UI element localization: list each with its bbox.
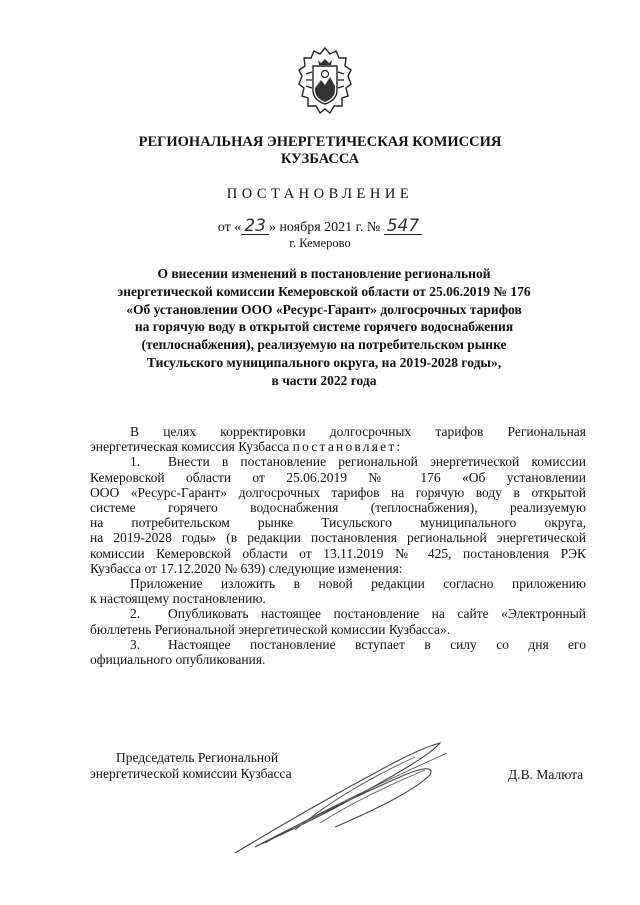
document-title xyxy=(90,265,558,390)
date-month-year: » ноября 2021 г. № xyxy=(268,220,381,235)
document-type: ПОСТАНОВЛЕНИЕ xyxy=(226,186,414,202)
signatory-title-line2: энергетической комиссии Кузбасса xyxy=(90,766,292,781)
date-prefix: от « xyxy=(217,220,242,235)
body-text: Настоящее постановление вступает в силу со дня его xyxy=(168,636,586,652)
city: г. Кемерово xyxy=(289,236,351,250)
body-line: системе горячего водоснабжения (теплоснабжения), реализуемую xyxy=(90,500,586,516)
organization-name-line2: КУЗБАССА xyxy=(280,151,360,167)
body-line: официального опубликования. xyxy=(90,652,266,668)
decree-word: постановляет: xyxy=(292,439,403,455)
body-line: Кемеровской области от 25.06.2019 № 176 «Об установлении xyxy=(90,469,586,485)
item-number: 1. xyxy=(130,454,141,470)
title-line: энергетической комиссии Кемеровской области от 25.06.2019 № 176 xyxy=(117,283,531,299)
kuzbass-coat-of-arms-icon xyxy=(296,46,354,116)
body-line: на потребительском рынке Тисульского муниципального округа, xyxy=(90,515,586,531)
body-line: Приложение изложить в новой редакции согласно приложению xyxy=(130,576,586,592)
document-body xyxy=(90,424,586,667)
item-number: 2. xyxy=(130,606,141,622)
signatory-title xyxy=(90,750,292,782)
title-line: на горячую воду в открытой системе горячего водоснабжения xyxy=(134,319,514,335)
body-line xyxy=(90,439,586,454)
body-line: В целях корректировки долгосрочных тарифов Региональная xyxy=(130,424,586,439)
title-line: Тисульского муниципального округа, на 2019-2028 годы», xyxy=(146,354,502,370)
body-line: на 2019-2028 годы» (в редакции постановления региональной энергетической xyxy=(90,530,586,546)
body-line xyxy=(90,637,586,652)
body-line: бюллетень Региональной энергетической комиссии Кузбасса». xyxy=(90,621,451,637)
title-line: в части 2022 года xyxy=(271,372,377,388)
body-text: энергетическая комиссия Кузбасса xyxy=(90,439,290,455)
body-text: Внести в постановление региональной энергетической комиссии xyxy=(168,454,586,470)
body-line: к настоящему постановлению. xyxy=(90,591,266,607)
item-number: 3. xyxy=(130,636,141,652)
body-line: Кузбасса от 17.12.2020 № 639) следующие изменения: xyxy=(90,560,403,576)
title-line: О внесении изменений в постановление региональной xyxy=(157,266,491,281)
title-line: (теплоснабжения), реализуемую на потребительском рынке xyxy=(141,337,507,353)
body-line xyxy=(90,606,586,621)
document-number: 547 xyxy=(384,219,422,235)
date-day: 23 xyxy=(241,219,269,235)
signatory-name: Д.В. Малюта xyxy=(508,767,584,782)
body-text: Опубликовать настоящее постановление на сайте «Электронный xyxy=(168,606,586,622)
body-line xyxy=(90,454,586,469)
body-line: ООО «Ресурс-Гарант» долгосрочных тарифов на горячую воду в открытой xyxy=(90,484,586,500)
signatory-title-line1: Председатель Региональной xyxy=(116,750,279,765)
body-line: комиссии Кемеровской области от 13.11.2019 № 425, постановления РЭК xyxy=(90,545,586,561)
organization-name-line1: РЕГИОНАЛЬНАЯ ЭНЕРГЕТИЧЕСКАЯ КОМИССИЯ xyxy=(138,134,502,150)
title-line: «Об установлении ООО «Ресурс-Гарант» долгосрочных тарифов xyxy=(126,301,522,317)
date-number-line xyxy=(0,216,640,236)
